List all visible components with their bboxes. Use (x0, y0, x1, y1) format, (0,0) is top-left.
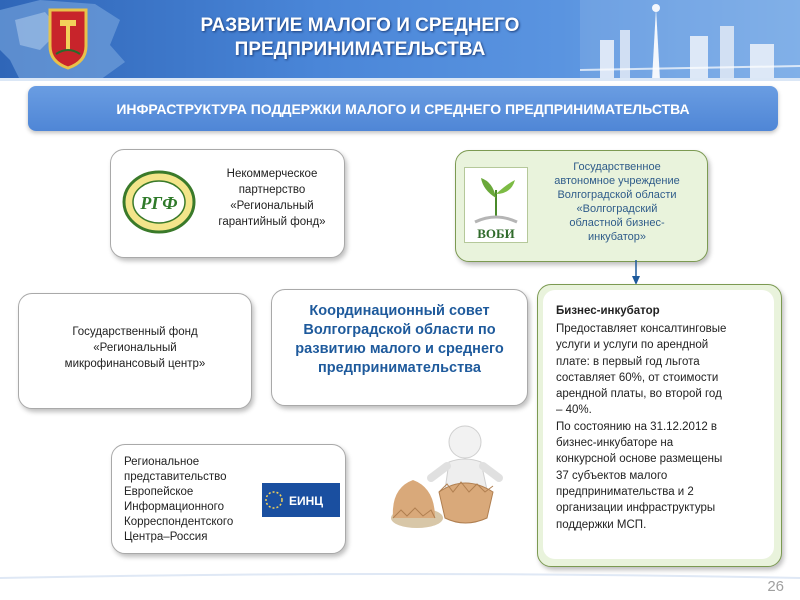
incubator-line: услуги и услуги по арендной (556, 339, 709, 352)
vobi-sprout-logo-icon (465, 168, 527, 242)
coat-of-arms-icon (48, 6, 88, 70)
coord-line: Координационный совет (309, 303, 490, 319)
vobi-description (528, 160, 706, 244)
incubator-line: По состоянию на 31.12.2012 в (556, 420, 718, 433)
incubator-line: арендной платы, во второй год (556, 388, 722, 401)
rgf-description (205, 166, 339, 230)
vobi-line: областной бизнес- (569, 217, 665, 229)
rgf-logo-icon (121, 164, 197, 240)
incubator-line: бизнес-инкубаторе на (556, 437, 674, 450)
header-banner (0, 0, 800, 80)
fund-description (27, 324, 243, 372)
fund-line: «Региональный (93, 342, 177, 354)
incubator-description (556, 321, 770, 533)
vobi-logo (464, 167, 528, 243)
page-title (150, 14, 570, 62)
einc-description (124, 455, 254, 545)
title-line-2: ПРЕДПРИНИМАТЕЛЬСТВА (234, 39, 486, 60)
vobi-card (455, 150, 708, 262)
einc-line: Центра–Россия (124, 531, 208, 543)
coord-description (278, 302, 521, 378)
vobi-line: автономное учреждение (554, 175, 680, 187)
rgf-line: Некоммерческое (226, 168, 318, 180)
einc-card (111, 444, 346, 554)
page-bottom-decoration (0, 572, 800, 600)
rgf-line: гарантийный фонд» (218, 216, 326, 228)
einc-logo-text: ЕИНЦ (288, 494, 324, 508)
vobi-line: инкубатор» (588, 231, 646, 243)
rgf-line: «Региональный (230, 200, 314, 212)
incubator-line: составляет 60%, от стоимости (556, 371, 719, 384)
einc-line: представительство (124, 471, 227, 483)
einc-line: Региональное (124, 456, 200, 468)
city-skyline-image (580, 0, 800, 80)
einc-line: Европейское (124, 486, 194, 498)
einc-logo-icon (262, 483, 340, 517)
page-number: 26 (767, 578, 784, 595)
header-divider (0, 78, 800, 81)
fund-line: Государственный фонд (72, 326, 198, 338)
incubator-line: конкурсной основе размещены (556, 453, 723, 466)
vobi-line: «Волгоградский (576, 203, 658, 215)
vobi-line: Волгоградской области (557, 189, 677, 201)
incubator-line: плате: в первый год льгота (556, 355, 700, 368)
incubator-title: Бизнес-инкубатор (556, 305, 660, 317)
rgf-card (110, 149, 345, 258)
rgf-logo-text: РГФ (140, 193, 178, 213)
vobi-line: Государственное (573, 161, 661, 173)
figure-hatching-egg-image (387, 418, 515, 536)
vobi-logo-text: ВОБИ (477, 226, 515, 241)
down-arrow-icon (631, 260, 641, 286)
rgf-line: партнерство (238, 184, 306, 196)
einc-line: Информационного (124, 501, 225, 513)
coord-line: предпринимательства (318, 360, 481, 376)
incubator-line: поддержки МСП. (556, 518, 647, 531)
incubator-line: организации инфраструктуры (556, 502, 716, 515)
incubator-line: предпринимательства и 2 (556, 485, 694, 498)
fund-card (18, 293, 252, 409)
subtitle-bar (28, 86, 778, 131)
title-line-1: РАЗВИТИЕ МАЛОГО И СРЕДНЕГО (200, 15, 520, 36)
fund-line: микрофинансовый центр» (64, 358, 206, 370)
incubator-line: Предоставляет консалтинговые (556, 323, 727, 335)
coord-council-card (271, 289, 528, 406)
coord-line: развитию малого и среднего (295, 341, 504, 357)
incubator-line: 37 субъектов малого (556, 469, 668, 482)
einc-line: Корреспондентского (124, 516, 234, 528)
subtitle-text: ИНФРАСТРУКТУРА ПОДДЕРЖКИ МАЛОГО И СРЕДНЕГО ПРЕДПРИНИМАТЕЛЬСТВА (116, 100, 690, 117)
incubator-card (537, 284, 782, 567)
coord-line: Волгоградской области по (303, 322, 496, 338)
incubator-line: – 40%. (556, 404, 592, 417)
